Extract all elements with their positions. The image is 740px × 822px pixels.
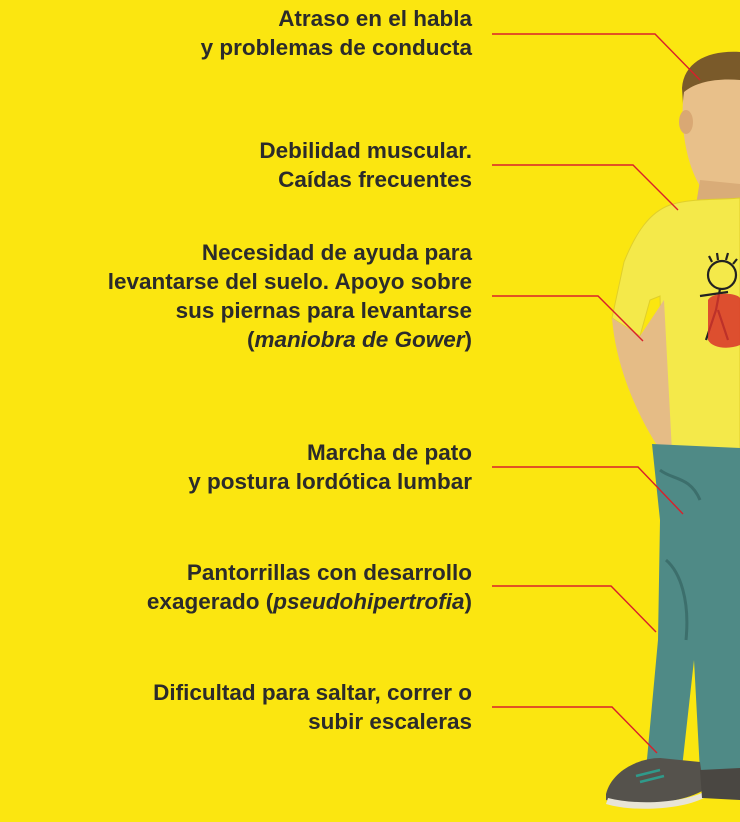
symptom-text-line: Marcha de pato	[306, 440, 472, 465]
leader-line-weakness	[492, 165, 678, 210]
symptom-gower-maneuver	[108, 238, 472, 354]
symptom-jump-run-stairs	[153, 678, 472, 736]
leader-line-speech	[492, 34, 700, 80]
symptom-text-line: sus piernas para levantarse	[175, 298, 472, 323]
pseudohypertrophy-term: pseudohipertrofia	[273, 589, 465, 614]
text-prefix: exagerado (	[146, 589, 274, 614]
symptom-waddling-gait	[188, 438, 472, 496]
paren-close: )	[464, 327, 472, 352]
symptom-text-line: Pantorrillas con desarrollo	[186, 560, 472, 585]
leader-line-calves	[492, 586, 656, 632]
symptom-text-line: subir escaleras	[308, 709, 472, 734]
gower-term: maniobra de Gower	[254, 327, 465, 352]
symptom-text-line: Atraso en el habla	[278, 6, 472, 31]
symptom-text-line: Debilidad muscular.	[259, 138, 472, 163]
symptom-text-line: y postura lordótica lumbar	[188, 469, 472, 494]
symptom-text-line	[147, 587, 472, 616]
symptom-calf-pseudohypertrophy	[147, 558, 472, 616]
symptom-text-line: Dificultad para saltar, correr o	[153, 680, 472, 705]
symptom-text-line: y problemas de conducta	[200, 35, 472, 60]
leader-line-stairs	[492, 707, 657, 753]
symptom-text-line: Caídas frecuentes	[278, 167, 472, 192]
symptom-text-line: Necesidad de ayuda para	[201, 240, 472, 265]
leader-line-gower	[492, 296, 643, 341]
symptom-text-line	[108, 325, 472, 354]
symptom-speech-delay	[201, 4, 472, 62]
leader-line-gait	[492, 467, 683, 514]
paren-open: (	[246, 327, 255, 352]
paren-close: )	[464, 589, 472, 614]
symptom-text-line: levantarse del suelo. Apoyo sobre	[107, 269, 472, 294]
symptom-muscle-weakness	[259, 136, 472, 194]
